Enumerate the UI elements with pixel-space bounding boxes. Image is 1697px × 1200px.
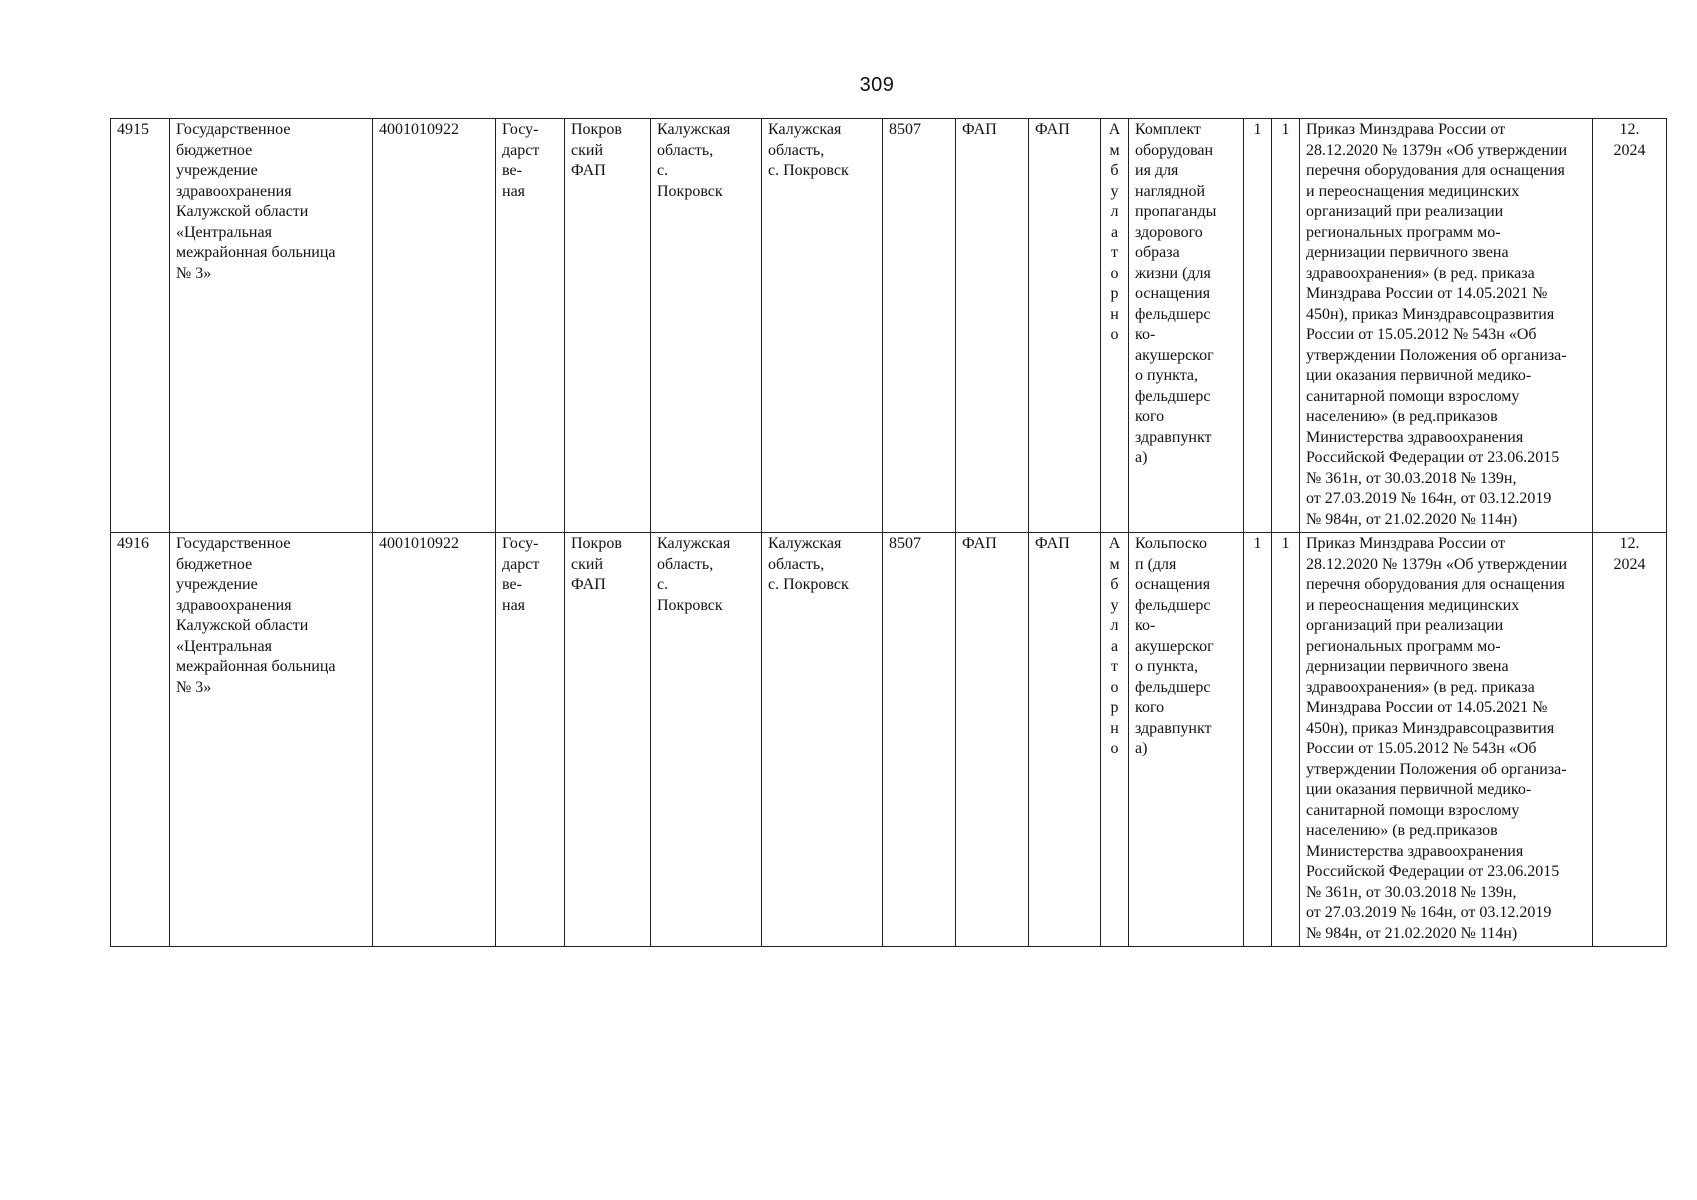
table-row [111, 119, 1667, 533]
quantity-required: 1 [1244, 533, 1272, 947]
unit-type: ФАП [956, 119, 1029, 533]
unit-code: 8507 [883, 119, 956, 533]
unit-name: Покров ский ФАП [565, 119, 651, 533]
quantity-required: 1 [1244, 119, 1272, 533]
page-number: 309 [859, 74, 895, 96]
institution-name: Государственное бюджетное учреждение здравоохранения Калужской области «Центральная межрайонная больница № 3» [170, 119, 373, 533]
unit-code: 8507 [883, 533, 956, 947]
equipment-name: Кольпоско п (для оснащения фельдшерс ко- акушерског о пункта, фельдшерс кого здравпункт а) [1129, 533, 1244, 947]
row-number: 4916 [111, 533, 170, 947]
inn: 4001010922 [373, 119, 496, 533]
ownership-form: Госу- дарст ве- ная [496, 533, 565, 947]
institution-name: Государственное бюджетное учреждение здравоохранения Калужской области «Центральная межрайонная больница № 3» [170, 533, 373, 947]
installation-address: Калужская область, с. Покровск [762, 119, 883, 533]
legal-basis: Приказ Минздрава России от 28.12.2020 № 1379н «Об утверждении перечня оборудования для оснащения и переоснащения медицинских организаций при реализации региональных программ мо- дернизации первичного звена здравоохранения» (в ред. приказа Минздрава России от 14.05.2021 № 450н), приказ Минздравсоцразвития России от 15.05.2012 № 543н «Об утверждении Положения об организа- ции оказания первичной медико- санитарной помощи взрослому населению» (в ред.приказов Министерства здравоохранения Российской Федерации от 23.06.2015 № 361н, от 30.03.2018 № 139н, от 27.03.2019 № 164н, от 03.12.2019 № 984н, от 21.02.2020 № 114н) [1300, 119, 1593, 533]
delivery-date: 12. 2024 [1593, 119, 1667, 533]
installation-address: Калужская область, с. Покровск [762, 533, 883, 947]
unit-address: Калужская область, с. Покровск [651, 533, 762, 947]
quantity-planned: 1 [1272, 119, 1300, 533]
care-mode: А м б у л а т о р н о [1101, 119, 1129, 533]
care-mode: А м б у л а т о р н о [1101, 533, 1129, 947]
inn: 4001010922 [373, 533, 496, 947]
equipment-name: Комплект оборудован ия для наглядной пропаганды здорового образа жизни (для оснащения фельдшерс ко- акушерског о пункта, фельдшерс кого здравпункт а) [1129, 119, 1244, 533]
row-number: 4915 [111, 119, 170, 533]
legal-basis: Приказ Минздрава России от 28.12.2020 № 1379н «Об утверждении перечня оборудования для оснащения и переоснащения медицинских организаций при реализации региональных программ мо- дернизации первичного звена здравоохранения» (в ред. приказа Минздрава России от 14.05.2021 № 450н), приказ Минздравсоцразвития России от 15.05.2012 № 543н «Об утверждении Положения об организа- ции оказания первичной медико- санитарной помощи взрослому населению» (в ред.приказов Министерства здравоохранения Российской Федерации от 23.06.2015 № 361н, от 30.03.2018 № 139н, от 27.03.2019 № 164н, от 03.12.2019 № 984н, от 21.02.2020 № 114н) [1300, 533, 1593, 947]
unit-subtype: ФАП [1029, 533, 1101, 947]
quantity-planned: 1 [1272, 533, 1300, 947]
equipment-register-table [110, 118, 1667, 947]
ownership-form: Госу- дарст ве- ная [496, 119, 565, 533]
unit-name: Покров ский ФАП [565, 533, 651, 947]
unit-address: Калужская область, с. Покровск [651, 119, 762, 533]
delivery-date: 12. 2024 [1593, 533, 1667, 947]
unit-type: ФАП [956, 533, 1029, 947]
unit-subtype: ФАП [1029, 119, 1101, 533]
table-row [111, 533, 1667, 947]
